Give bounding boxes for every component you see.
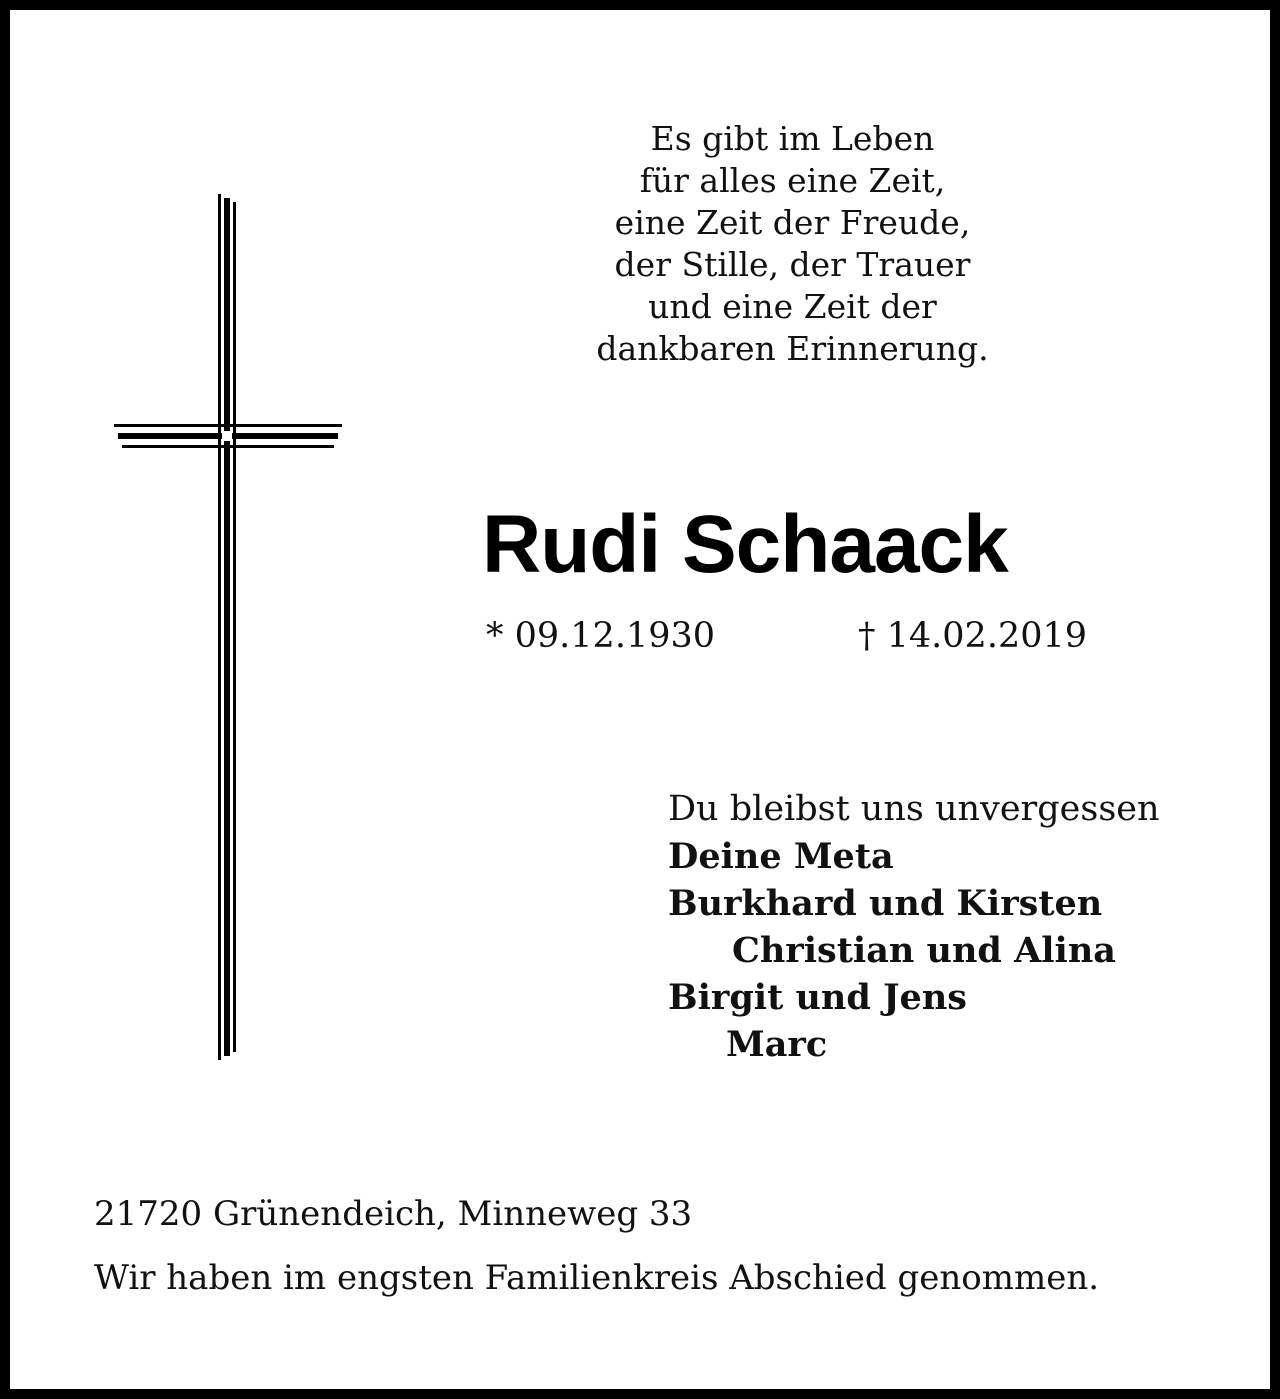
poem-line: Es gibt im Leben xyxy=(650,119,935,158)
memorial-poem xyxy=(550,118,1035,370)
poem-line: und eine Zeit der xyxy=(648,287,937,326)
mourners-block xyxy=(668,786,1160,1068)
cross-icon xyxy=(114,194,342,1060)
deceased-name: Rudi Schaack xyxy=(482,499,1008,590)
mourner-line: Deine Meta xyxy=(668,836,894,877)
address: 21720 Grünendeich, Minneweg 33 xyxy=(94,1194,693,1234)
poem-line: eine Zeit der Freude, xyxy=(614,203,971,242)
mourner-line: Birgit und Jens xyxy=(668,977,967,1018)
farewell-notice: Wir haben im engsten Familienkreis Abschied genommen. xyxy=(94,1258,1100,1298)
mourner-line: Christian und Alina xyxy=(732,930,1116,971)
mourners-intro: Du bleibst uns unvergessen xyxy=(668,789,1160,829)
birth-date: * 09.12.1930 xyxy=(486,616,716,656)
poem-line: dankbaren Erinnerung. xyxy=(596,329,989,368)
poem-line: für alles eine Zeit, xyxy=(639,161,946,200)
mourner-line: Burkhard und Kirsten xyxy=(668,883,1103,924)
death-date: † 14.02.2019 xyxy=(858,616,1088,656)
mourner-line: Marc xyxy=(726,1024,828,1065)
poem-line: der Stille, der Trauer xyxy=(614,245,971,284)
